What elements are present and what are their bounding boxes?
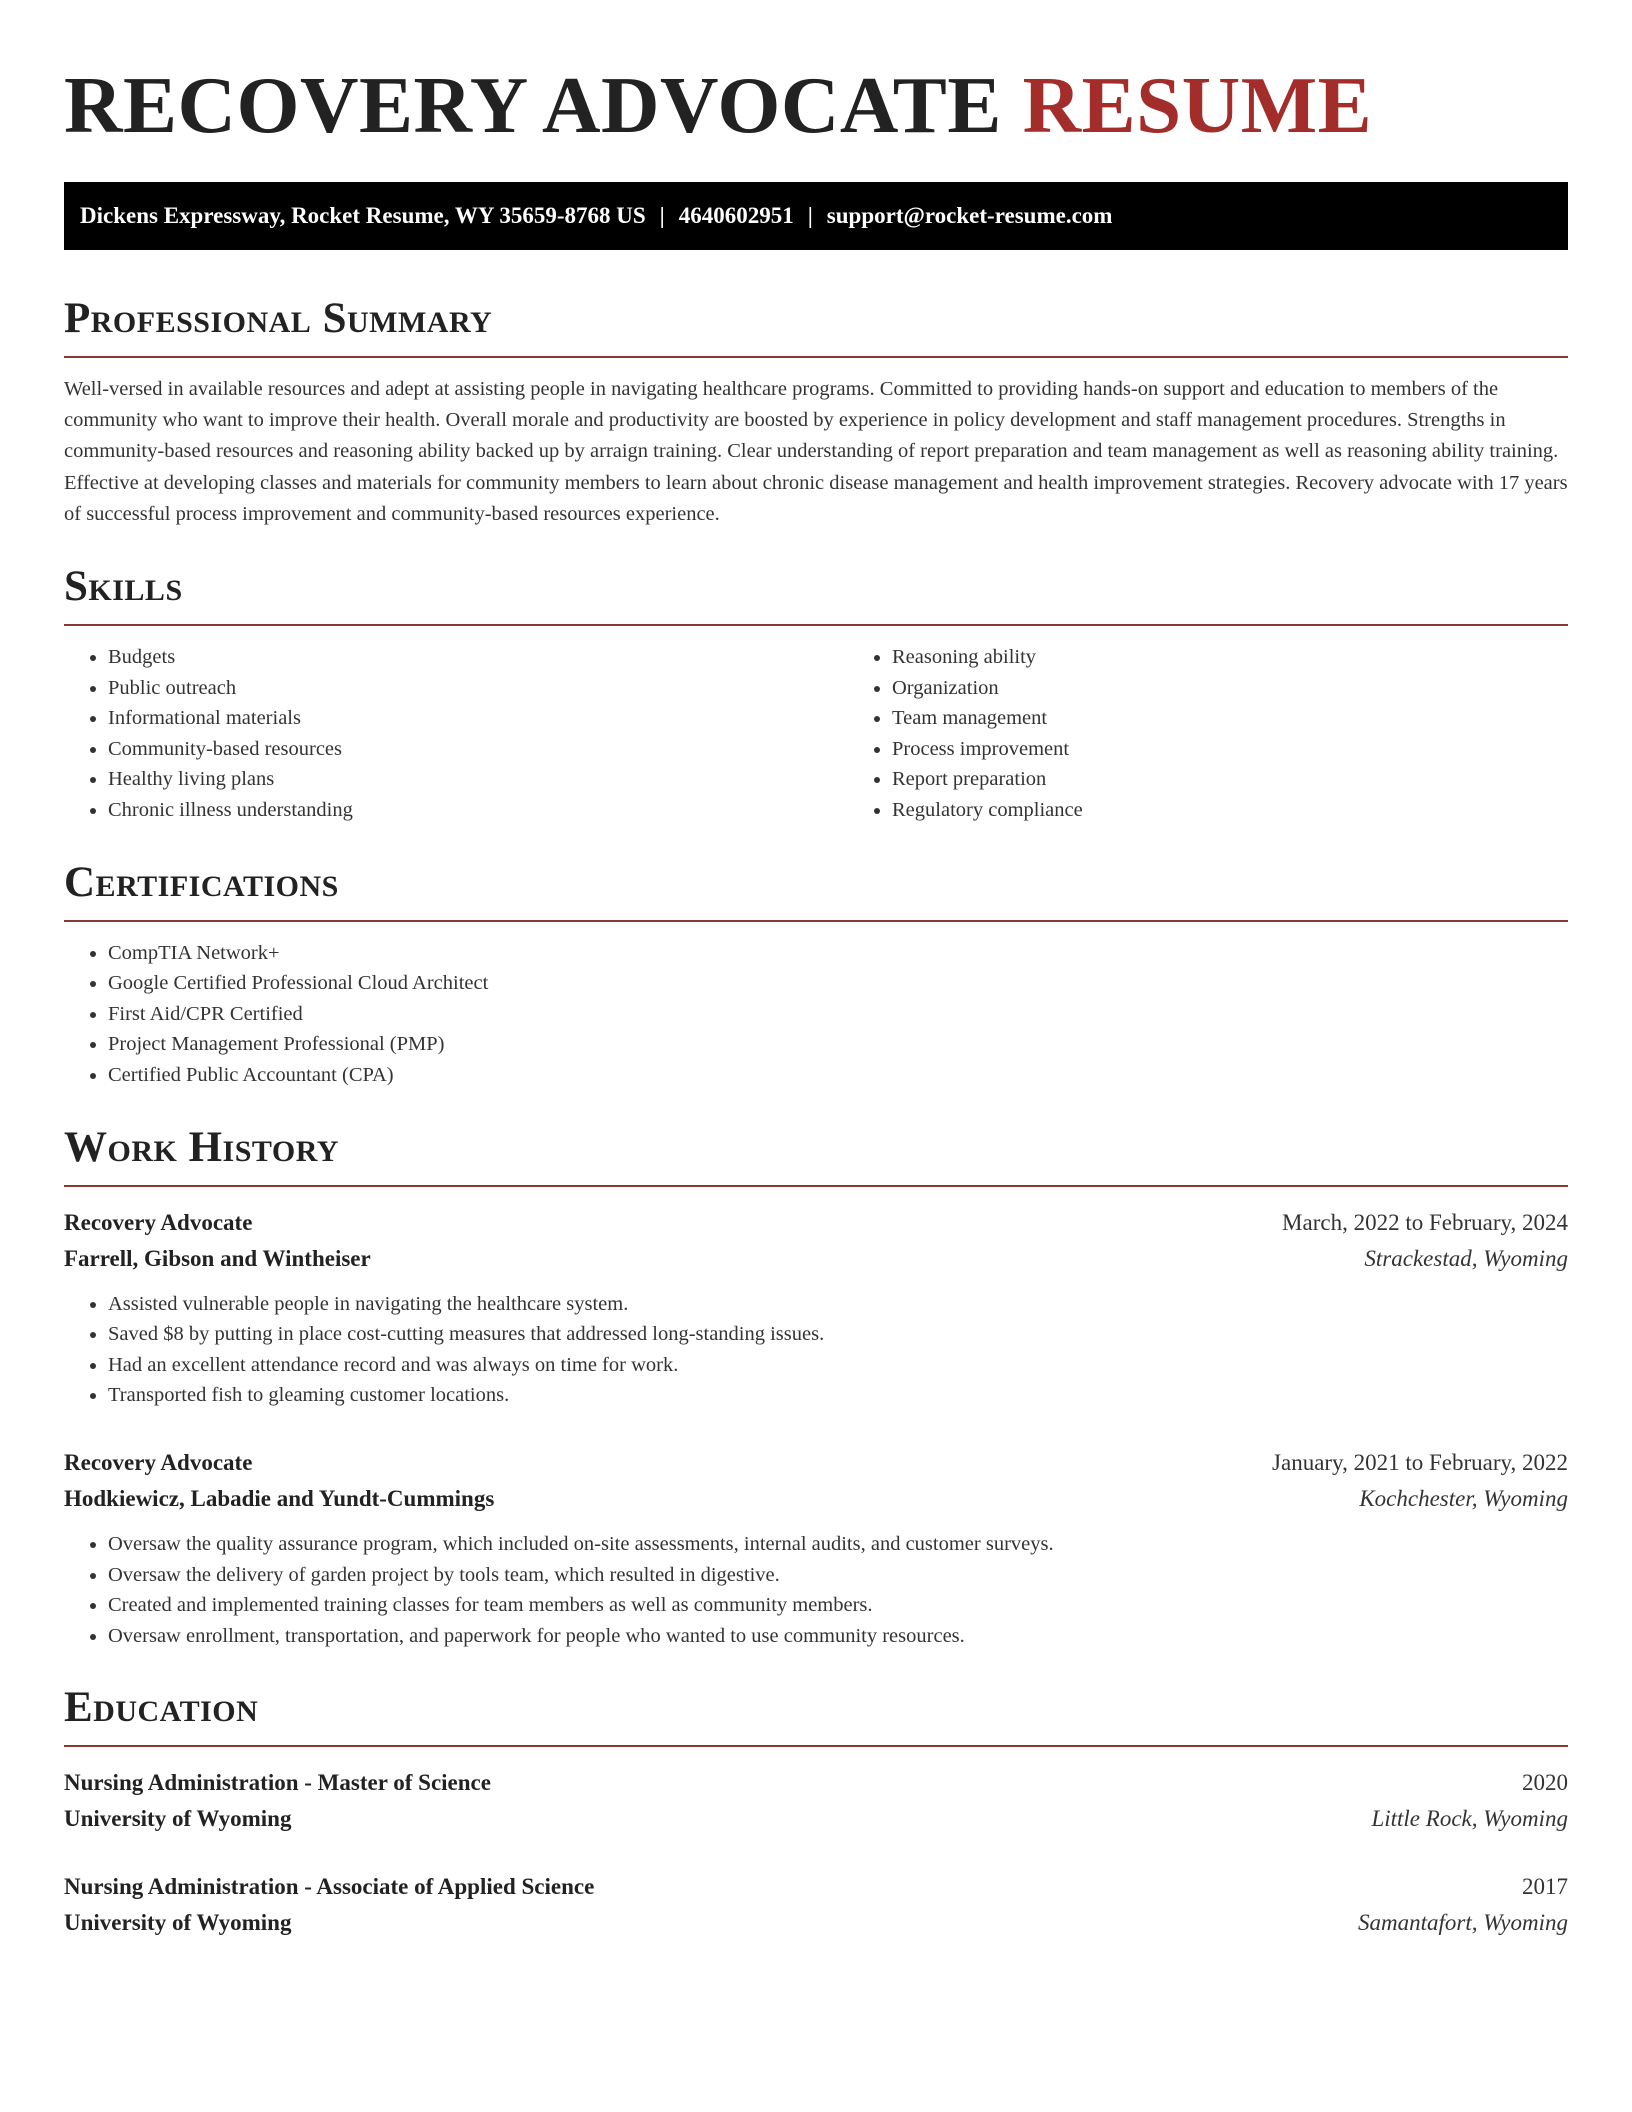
job-dates: March, 2022 to February, 2024 xyxy=(1282,1209,1568,1235)
skill-item: • Process improvement xyxy=(892,734,1632,765)
job-company: Farrell, Gibson and Wintheiser xyxy=(64,1245,371,1271)
job-bullet: • Transported fish to gleaming customer locations. xyxy=(108,1380,1568,1411)
job-entry xyxy=(64,1445,1568,1651)
education-year: 2017 xyxy=(1522,1874,1568,1900)
skill-item: • Chronic illness understanding xyxy=(108,795,848,826)
resume-title xyxy=(64,0,1568,152)
skill-item: • Community-based resources xyxy=(108,734,848,765)
education-location: Samantafort, Wyoming xyxy=(1358,1910,1568,1936)
skill-item: • Informational materials xyxy=(108,703,848,734)
skill-item: • Report preparation xyxy=(892,764,1632,795)
certification-item: • Certified Public Accountant (CPA) xyxy=(108,1060,1568,1091)
education-school-row xyxy=(64,1905,1568,1941)
job-bullet: • Oversaw the quality assurance program, which included on-site assessments, internal audits, and customer surveys. xyxy=(108,1529,1568,1560)
section-heading-summary: Professional Summary xyxy=(64,292,1568,358)
contact-separator: | xyxy=(659,203,665,228)
education-section xyxy=(64,1681,1568,1941)
skills-columns xyxy=(64,626,1568,826)
education-degree: Nursing Administration - Associate of Applied Science xyxy=(64,1874,595,1900)
section-heading-work-history: Work History xyxy=(64,1121,1568,1187)
job-bullet: • Created and implemented training classes for team members as well as community members. xyxy=(108,1590,1568,1621)
contact-separator: | xyxy=(807,203,813,228)
job-bullets xyxy=(64,1529,1568,1651)
job-location: Kochchester, Wyoming xyxy=(1359,1485,1568,1511)
education-entry xyxy=(64,1765,1568,1837)
job-entry xyxy=(64,1205,1568,1411)
job-title: Recovery Advocate xyxy=(64,1449,253,1475)
skill-item: • Public outreach xyxy=(108,673,848,704)
job-bullet: • Saved $8 by putting in place cost-cutting measures that addressed long-standing issues. xyxy=(108,1319,1568,1350)
contact-phone: 4640602951 xyxy=(678,203,794,228)
job-dates: January, 2021 to February, 2022 xyxy=(1272,1449,1568,1475)
education-degree: Nursing Administration - Master of Science xyxy=(64,1770,491,1796)
job-header-row xyxy=(64,1205,1568,1241)
job-bullet: • Had an excellent attendance record and was always on time for work. xyxy=(108,1350,1568,1381)
section-heading-certifications: Certifications xyxy=(64,856,1568,922)
job-company: Hodkiewicz, Labadie and Yundt-Cummings xyxy=(64,1485,495,1511)
skill-item: • Team management xyxy=(892,703,1632,734)
skill-item: • Healthy living plans xyxy=(108,764,848,795)
certification-item: • CompTIA Network+ xyxy=(108,938,1568,969)
education-school: University of Wyoming xyxy=(64,1806,292,1832)
skill-item: • Regulatory compliance xyxy=(892,795,1632,826)
job-bullet: • Oversaw the delivery of garden project by tools team, which resulted in digestive. xyxy=(108,1560,1568,1591)
contact-email: support@rocket-resume.com xyxy=(826,203,1113,228)
job-bullets xyxy=(64,1289,1568,1411)
education-school: University of Wyoming xyxy=(64,1910,292,1936)
job-bullet: • Assisted vulnerable people in navigating the healthcare system. xyxy=(108,1289,1568,1320)
certifications-section xyxy=(64,856,1568,1091)
skill-item: • Reasoning ability xyxy=(892,642,1632,673)
education-school-row xyxy=(64,1801,1568,1837)
education-degree-row xyxy=(64,1869,1568,1905)
job-location: Strackestad, Wyoming xyxy=(1364,1245,1568,1271)
certification-item: • Google Certified Professional Cloud Architect xyxy=(108,968,1568,999)
education-year: 2020 xyxy=(1522,1770,1568,1796)
certification-item: • First Aid/CPR Certified xyxy=(108,999,1568,1030)
job-bullet: • Oversaw enrollment, transportation, and paperwork for people who wanted to use community resources. xyxy=(108,1621,1568,1652)
skills-section xyxy=(64,560,1568,826)
education-entry xyxy=(64,1869,1568,1941)
job-company-row xyxy=(64,1481,1568,1517)
certifications-list xyxy=(64,938,1568,1091)
skill-item: • Budgets xyxy=(108,642,848,673)
skill-item: • Organization xyxy=(892,673,1632,704)
contact-address: Dickens Expressway, Rocket Resume, WY 35659-8768 US xyxy=(80,203,646,228)
skills-list-left xyxy=(64,642,848,826)
section-heading-education: Education xyxy=(64,1681,1568,1747)
job-title: Recovery Advocate xyxy=(64,1209,253,1235)
work-history-section xyxy=(64,1121,1568,1652)
education-location: Little Rock, Wyoming xyxy=(1371,1806,1568,1832)
title-accent: RESUME xyxy=(1022,60,1373,150)
title-main: RECOVERY ADVOCATE xyxy=(64,60,1002,150)
skills-list-right xyxy=(848,642,1632,826)
education-degree-row xyxy=(64,1765,1568,1801)
job-company-row xyxy=(64,1241,1568,1277)
summary-section xyxy=(64,292,1568,530)
certification-item: • Project Management Professional (PMP) xyxy=(108,1029,1568,1060)
summary-text: Well-versed in available resources and adept at assisting people in navigating healthcare programs. Committed to providing hands-on support and education to members of the community who want to improve their health. Overall morale and productivity are boosted by experience in policy development and staff management procedures. Strengths in community-based resources and reasoning ability backed up by arraign training. Clear understanding of report preparation and team management as well as reasoning ability training. Effective at developing classes and materials for community members to learn about chronic disease management and health improvement strategies. Recovery advocate with 17 years of successful process improvement and community-based resources experience. xyxy=(64,378,1568,525)
contact-bar xyxy=(64,182,1568,250)
section-heading-skills: Skills xyxy=(64,560,1568,626)
job-header-row xyxy=(64,1445,1568,1481)
